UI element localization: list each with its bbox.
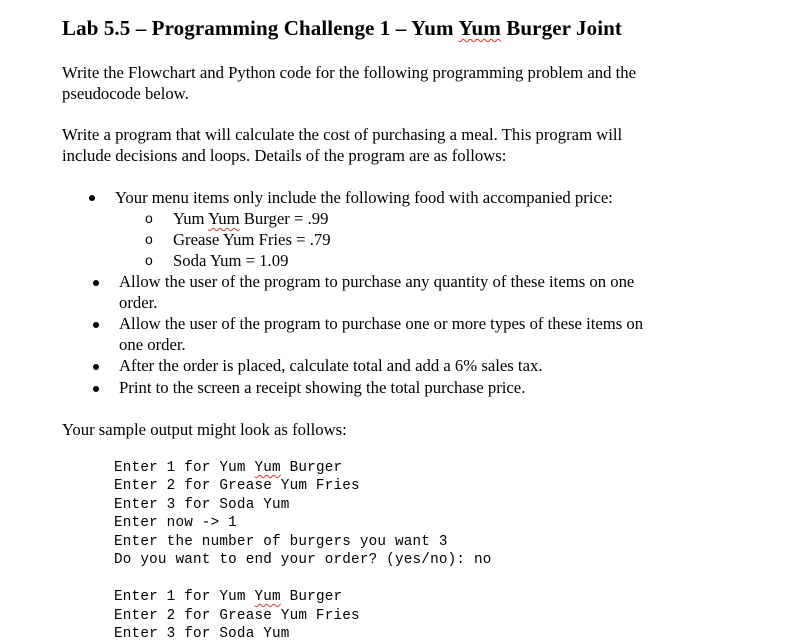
spellcheck-squiggle: Yum [254,589,281,605]
bullet-text: Your menu items only include the following food with accompanied price: [115,188,613,207]
sample-output-intro: Your sample output might look as follows: [62,420,347,439]
bullet-icon [93,280,99,286]
code-line: Enter the number of burgers you want 3 [114,534,448,550]
intro-line-1: Write the Flowchart and Python code for the following programming problem and the [62,63,636,82]
bullet-icon [93,386,99,392]
hollow-circle-icon: o [145,210,153,226]
description-line-1: Write a program that will calculate the cost of purchasing a meal. This program will [62,125,623,144]
bullet-text-continued: order. [119,293,158,312]
code-line: Enter 1 for Yum Yum Burger [114,460,343,476]
bullet-text: After the order is placed, calculate total and add a 6% sales tax. [119,356,543,375]
document-title: Lab 5.5 – Programming Challenge 1 – Yum Yum Burger Joint [62,16,623,40]
bullet-icon [93,364,99,370]
bullet-text: Allow the user of the program to purchase one or more types of these items on [119,314,644,333]
bullet-icon [89,195,95,201]
bullet-text-continued: one order. [119,335,186,354]
menu-item: Yum Yum Burger = .99 [173,209,329,228]
spellcheck-squiggle: Yum [254,460,281,476]
spellcheck-squiggle: Yum [208,209,240,228]
hollow-circle-icon: o [145,252,153,268]
bullet-icon [93,322,99,328]
description-line-2: include decisions and loops. Details of the program are as follows: [62,146,507,165]
code-line: Enter 2 for Grease Yum Fries [114,608,360,624]
code-line: Enter now -> 1 [114,515,237,531]
intro-line-2: pseudocode below. [62,84,189,103]
code-line: Enter 3 for Soda Yum [114,497,290,513]
spellcheck-squiggle: Yum [458,16,501,40]
code-line: Enter 3 for Soda Yum [114,626,290,642]
hollow-circle-icon: o [145,231,153,247]
code-line: Enter 2 for Grease Yum Fries [114,478,360,494]
code-line: Enter 1 for Yum Yum Burger [114,589,343,605]
code-line: Do you want to end your order? (yes/no): no [114,552,492,568]
bullet-text: Print to the screen a receipt showing the total purchase price. [119,378,526,397]
menu-item: Grease Yum Fries = .79 [173,230,331,249]
bullet-text: Allow the user of the program to purchase any quantity of these items on one [119,272,635,291]
menu-item: Soda Yum = 1.09 [173,251,289,270]
